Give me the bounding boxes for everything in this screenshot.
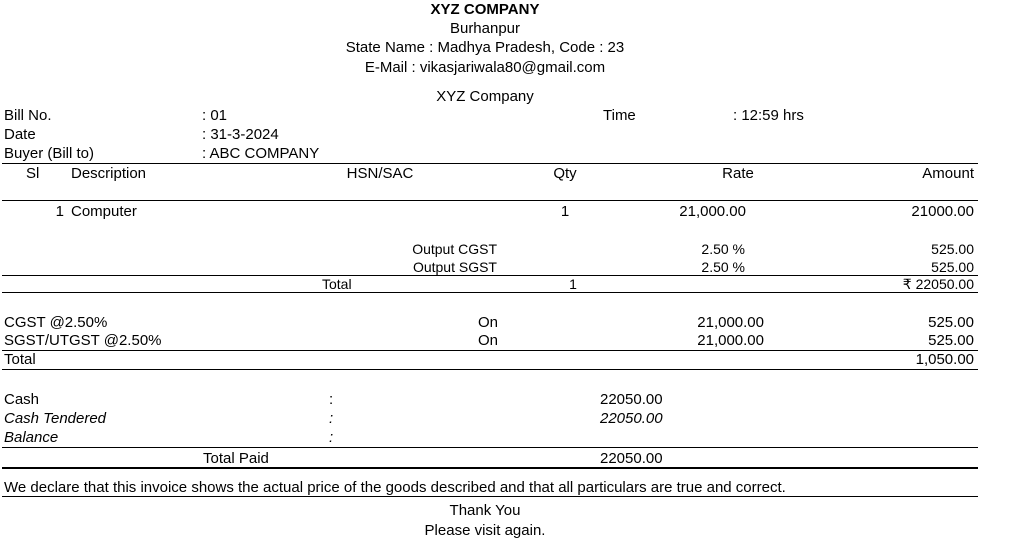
date-value: : 31-3-2024 xyxy=(202,126,279,143)
company-email: E-Mail : vikasjariwala80@gmail.com xyxy=(364,59,606,76)
tax-summary-amount: 525.00 xyxy=(928,314,974,331)
header-hsn: HSN/SAC xyxy=(346,165,414,182)
tax-summary-amount: 525.00 xyxy=(928,332,974,349)
total-paid-label: Total Paid xyxy=(203,450,269,467)
table-total-qty: 1 xyxy=(569,276,577,292)
invoice-subtitle: XYZ Company xyxy=(436,88,534,105)
tax-amount: 525.00 xyxy=(931,259,974,275)
bill-no-value: : 01 xyxy=(202,107,228,124)
visit-again-text: Please visit again. xyxy=(424,522,546,539)
buyer-value: : ABC COMPANY xyxy=(202,145,320,162)
tax-summary-total-amount: 1,050.00 xyxy=(915,351,974,368)
company-state: State Name : Madhya Pradesh, Code : 23 xyxy=(345,39,625,56)
declaration-text: We declare that this invoice shows the actual price of the goods described and that all particulars are true and correct. xyxy=(4,479,786,496)
table-total-amount: ₹ 22050.00 xyxy=(902,276,974,292)
divider xyxy=(2,292,978,293)
tax-summary-label: CGST @2.50% xyxy=(4,314,108,331)
tax-amount: 525.00 xyxy=(931,241,974,257)
tax-name: Output CGST xyxy=(412,241,497,257)
bill-no-label: Bill No. xyxy=(4,107,52,124)
tax-summary-on: On xyxy=(478,314,499,331)
divider xyxy=(2,496,978,497)
balance-colon: : xyxy=(329,429,334,446)
divider xyxy=(2,447,978,448)
divider xyxy=(2,163,978,164)
time-label: Time xyxy=(603,107,636,124)
thank-you-text: Thank You xyxy=(449,502,521,519)
tax-summary-label: SGST/UTGST @2.50% xyxy=(4,332,162,349)
time-value: : 12:59 hrs xyxy=(733,107,804,124)
total-paid-value: 22050.00 xyxy=(600,450,663,467)
table-total-label: Total xyxy=(322,276,352,292)
item-sl: 1 xyxy=(55,203,64,220)
cash-value: 22050.00 xyxy=(600,391,663,408)
item-rate: 21,000.00 xyxy=(679,203,746,220)
tax-summary-total-label: Total xyxy=(4,351,36,368)
cash-label: Cash xyxy=(4,391,40,408)
header-description: Description xyxy=(71,165,147,182)
divider xyxy=(2,369,978,370)
tax-summary-base: 21,000.00 xyxy=(697,332,764,349)
divider xyxy=(2,467,978,469)
company-name: XYZ COMPANY xyxy=(430,1,540,18)
divider xyxy=(2,350,978,351)
tax-summary-base: 21,000.00 xyxy=(697,314,764,331)
cash-tendered-colon: : xyxy=(329,410,334,427)
divider xyxy=(2,200,978,201)
company-city: Burhanpur xyxy=(449,20,521,37)
cash-tendered-value: 22050.00 xyxy=(600,410,663,427)
tax-summary-on: On xyxy=(478,332,499,349)
header-amount: Amount xyxy=(922,165,974,182)
header-sl: Sl xyxy=(26,165,40,182)
header-qty: Qty xyxy=(553,165,577,182)
item-amount: 21000.00 xyxy=(911,203,974,220)
cash-colon: : xyxy=(329,391,334,408)
date-label: Date xyxy=(4,126,36,143)
item-description: Computer xyxy=(71,203,137,220)
cash-tendered-label: Cash Tendered xyxy=(4,410,107,427)
buyer-label: Buyer (Bill to) xyxy=(4,145,95,162)
item-qty: 1 xyxy=(560,203,570,220)
divider xyxy=(2,275,978,276)
tax-rate: 2.50 % xyxy=(701,259,745,275)
header-rate: Rate xyxy=(722,165,754,182)
tax-name: Output SGST xyxy=(412,259,497,275)
tax-rate: 2.50 % xyxy=(701,241,745,257)
balance-label: Balance xyxy=(4,429,59,446)
